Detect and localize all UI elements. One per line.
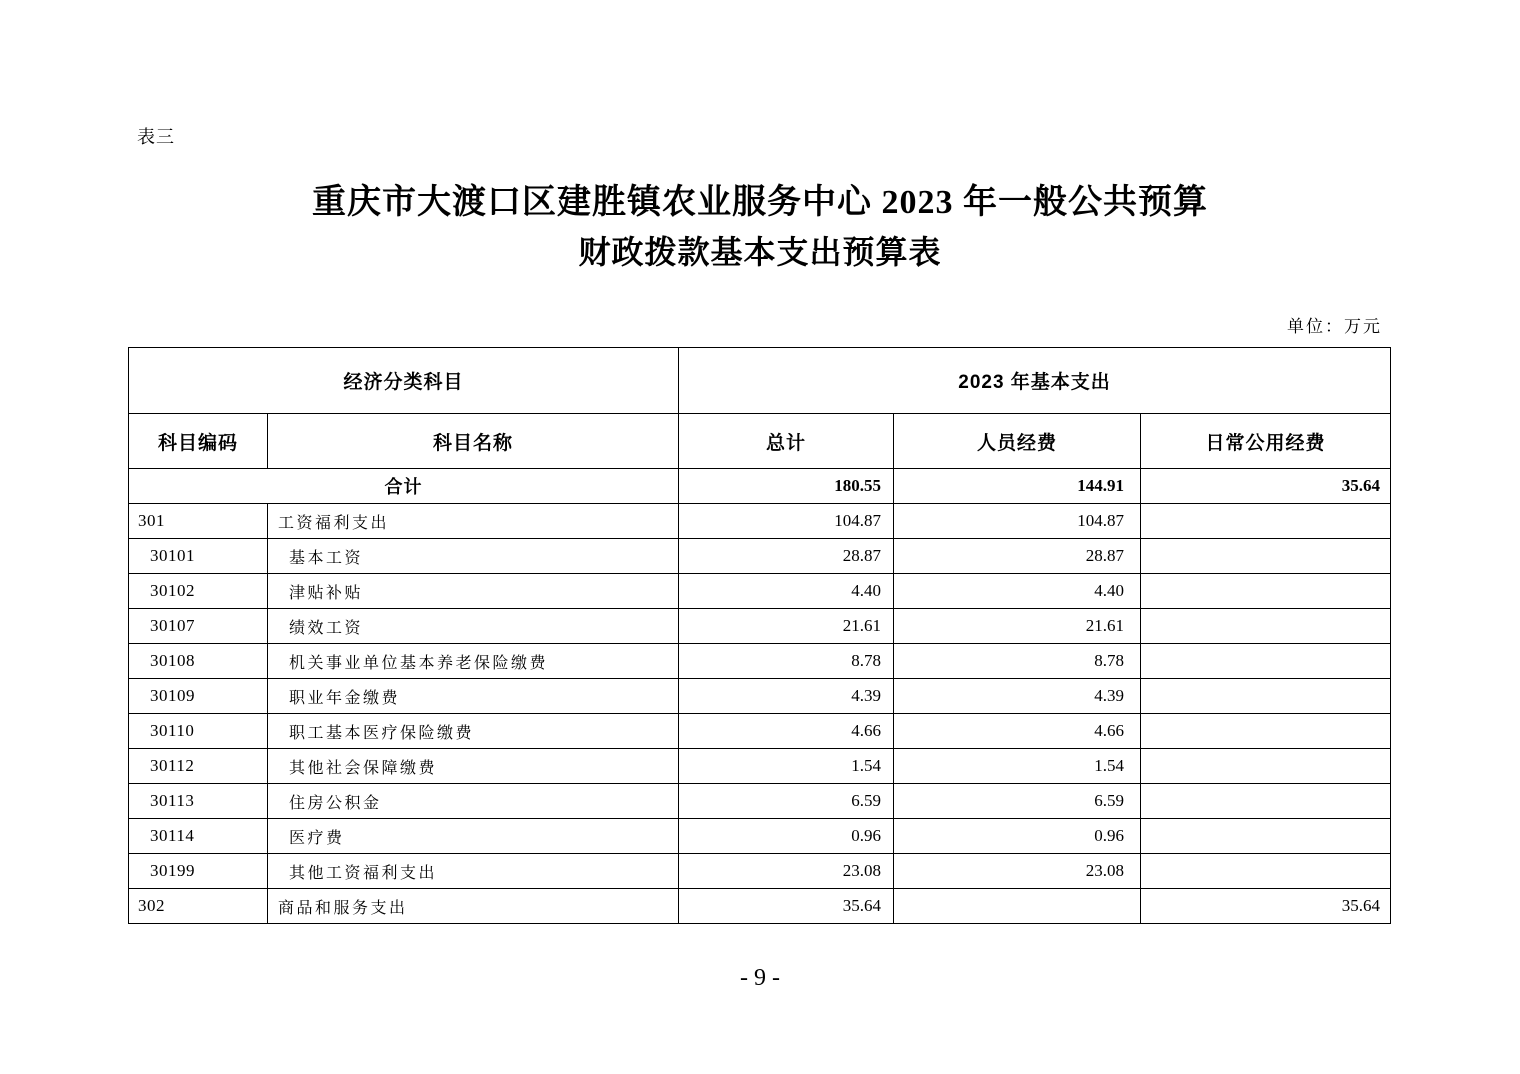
table-row [129,504,1391,539]
daily-value [1141,504,1391,539]
subject-name: 住房公积金 [268,784,679,819]
total-row-daily-value: 35.64 [1141,469,1391,504]
header-economic-classification: 经济分类科目 [129,348,679,414]
document-title-line1: 重庆市大渡口区建胜镇农业服务中心 2023 年一般公共预算 [312,184,1208,221]
subject-code: 30199 [129,854,268,889]
daily-value: 35.64 [1141,889,1391,924]
subject-name: 基本工资 [268,539,679,574]
table-row [129,539,1391,574]
subject-code: 30102 [129,574,268,609]
total-value: 6.59 [679,784,894,819]
budget-table [128,347,1391,924]
column-header-daily-public-funds: 日常公用经费 [1141,414,1391,469]
header-2023-basic-expenditure: 2023 年基本支出 [679,348,1391,414]
personnel-value: 4.66 [894,714,1141,749]
daily-value [1141,644,1391,679]
daily-value [1141,574,1391,609]
subject-name: 其他社会保障缴费 [268,749,679,784]
personnel-value: 0.96 [894,819,1141,854]
personnel-value: 28.87 [894,539,1141,574]
daily-value [1141,714,1391,749]
subject-name: 绩效工资 [268,609,679,644]
total-value: 8.78 [679,644,894,679]
personnel-value: 1.54 [894,749,1141,784]
column-header-personnel-funds: 人员经费 [894,414,1141,469]
subject-code: 302 [129,889,268,924]
table-row [129,644,1391,679]
total-value: 4.66 [679,714,894,749]
personnel-value [894,889,1141,924]
subject-code: 30108 [129,644,268,679]
subject-name: 商品和服务支出 [268,889,679,924]
table-row [129,679,1391,714]
table-row [129,784,1391,819]
total-value: 21.61 [679,609,894,644]
subject-name: 工资福利支出 [268,504,679,539]
table-row [129,889,1391,924]
table-row [129,574,1391,609]
header-column-row [129,414,1391,469]
personnel-value: 6.59 [894,784,1141,819]
personnel-value: 23.08 [894,854,1141,889]
column-header-subject-code: 科目编码 [129,414,268,469]
subject-code: 30101 [129,539,268,574]
document-title-line2: 财政拨款基本支出预算表 [578,234,942,270]
table-row [129,714,1391,749]
personnel-value: 21.61 [894,609,1141,644]
total-value: 1.54 [679,749,894,784]
total-value: 28.87 [679,539,894,574]
column-header-subject-name: 科目名称 [268,414,679,469]
unit-label: 单位：万元 [1287,317,1382,336]
personnel-value: 8.78 [894,644,1141,679]
personnel-value: 4.40 [894,574,1141,609]
total-value: 104.87 [679,504,894,539]
total-value: 4.39 [679,679,894,714]
table-row [129,749,1391,784]
table-row [129,609,1391,644]
personnel-value: 4.39 [894,679,1141,714]
subject-name: 津贴补贴 [268,574,679,609]
daily-value [1141,749,1391,784]
daily-value [1141,854,1391,889]
daily-value [1141,609,1391,644]
total-value: 23.08 [679,854,894,889]
table-row [129,854,1391,889]
table-row-total [129,469,1391,504]
subject-name: 其他工资福利支出 [268,854,679,889]
total-value: 35.64 [679,889,894,924]
total-row-personnel-value: 144.91 [894,469,1141,504]
daily-value [1141,784,1391,819]
subject-name: 机关事业单位基本养老保险缴费 [268,644,679,679]
subject-name: 职工基本医疗保险缴费 [268,714,679,749]
table-index-label: 表三 [137,127,175,147]
subject-code: 30109 [129,679,268,714]
subject-code: 30113 [129,784,268,819]
total-row-label: 合计 [129,469,679,504]
total-value: 4.40 [679,574,894,609]
subject-name: 医疗费 [268,819,679,854]
subject-code: 30110 [129,714,268,749]
subject-name: 职业年金缴费 [268,679,679,714]
total-value: 0.96 [679,819,894,854]
daily-value [1141,679,1391,714]
column-header-total: 总计 [679,414,894,469]
subject-code: 30112 [129,749,268,784]
subject-code: 301 [129,504,268,539]
daily-value [1141,539,1391,574]
page-number: - 9 - [740,965,780,991]
table-row [129,819,1391,854]
subject-code: 30114 [129,819,268,854]
personnel-value: 104.87 [894,504,1141,539]
total-row-total-value: 180.55 [679,469,894,504]
daily-value [1141,819,1391,854]
header-group-row [129,348,1391,414]
subject-code: 30107 [129,609,268,644]
